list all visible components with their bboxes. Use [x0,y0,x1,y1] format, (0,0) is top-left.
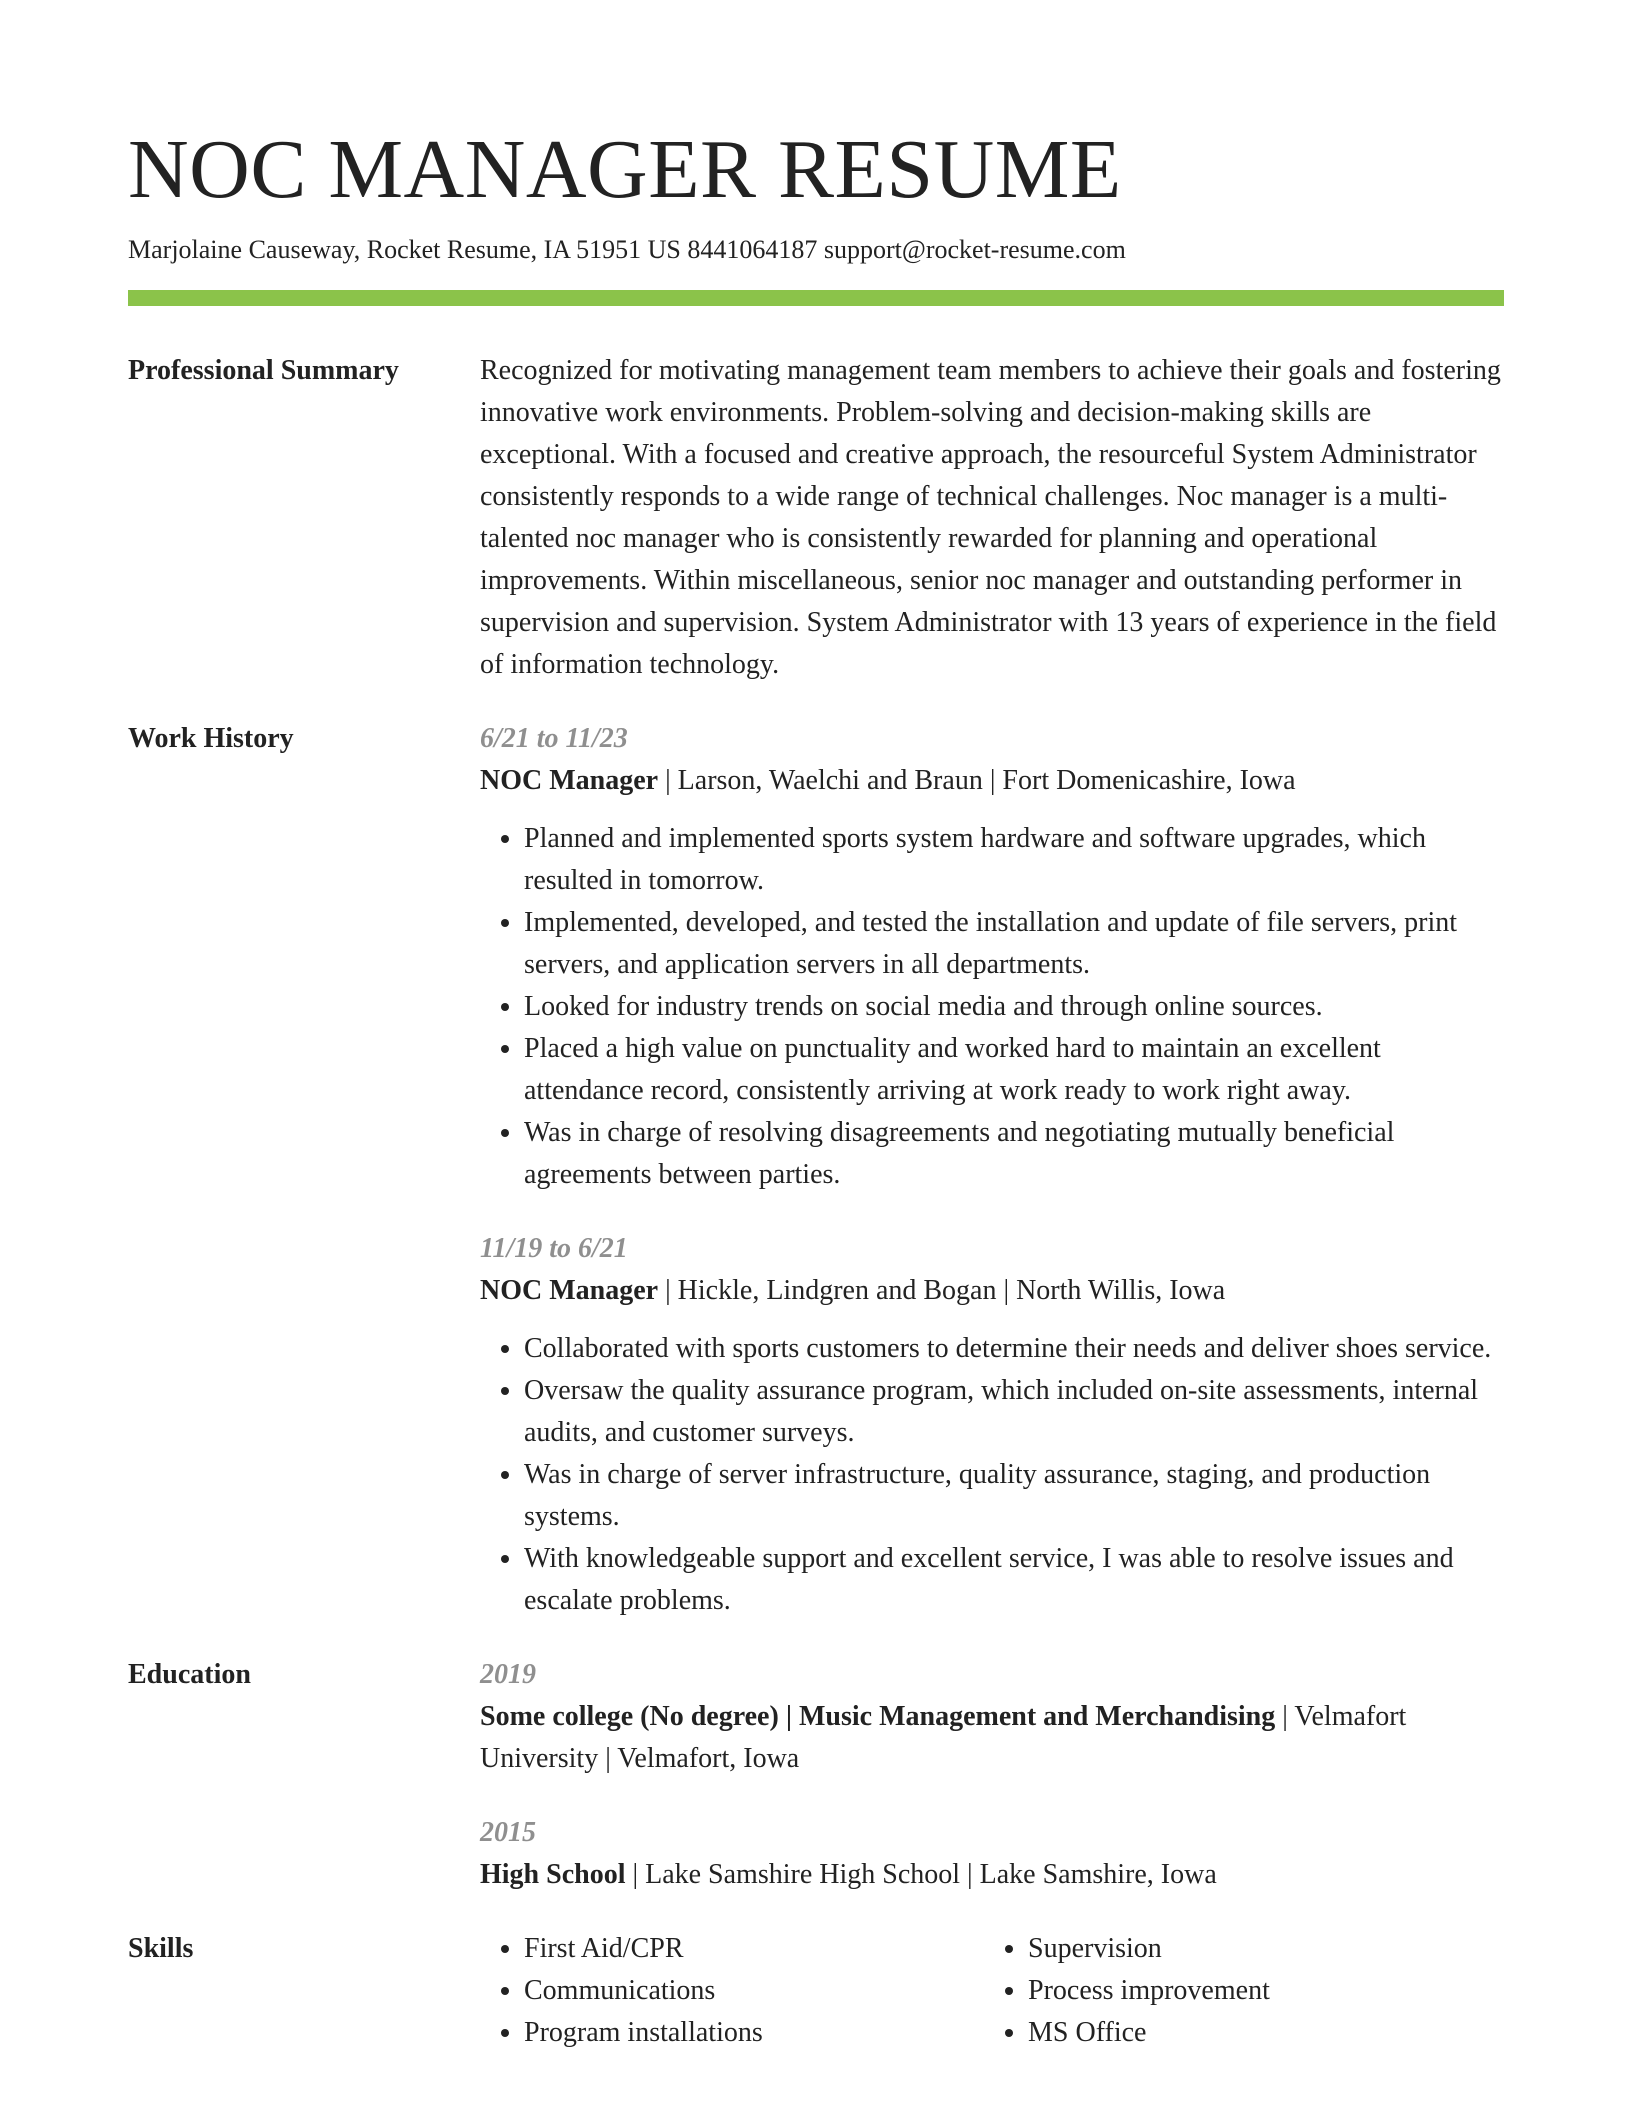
education-entry [480,1654,1504,1780]
education-line [480,1854,1504,1896]
skill-item: • Supervision [1028,1928,1488,1970]
job-bullet: • Planned and implemented sports system hardware and software upgrades, which resulted in tomorrow. [524,818,1504,902]
job-bullet: • Placed a high value on punctuality and worked hard to maintain an excellent attendance record, consistently arriving at work ready to work right away. [524,1028,1504,1112]
summary-heading: Professional Summary [128,355,399,386]
job-employer: | Hickle, Lindgren and Bogan | North Willis, Iowa [658,1275,1226,1306]
job-bullet: • Collaborated with sports customers to determine their needs and deliver shoes service. [524,1328,1504,1370]
job-bullet: • Was in charge of resolving disagreements and negotiating mutually beneficial agreements between parties. [524,1112,1504,1196]
contact-line: Marjolaine Causeway, Rocket Resume, IA 51951 US 8441064187 support@rocket-resume.com [128,235,1126,264]
job-role-line [480,1270,1504,1312]
skill-item: • MS Office [1028,2012,1488,2054]
job-bullet: • Oversaw the quality assurance program, which included on-site assessments, internal audits, and customer surveys. [524,1370,1504,1454]
education-school: | Velmafort University | Velmafort, Iowa [480,1701,1407,1774]
job-bullets [480,1328,1504,1622]
header-divider [128,290,1504,306]
education-degree: High School [480,1859,626,1890]
job-bullet: • Implemented, developed, and tested the installation and update of file servers, print servers, and application servers in all departments. [524,902,1504,986]
job-title: NOC Manager [480,1275,659,1306]
work-history-heading: Work History [128,723,294,754]
skills-list-right [984,1928,1488,2054]
education-section [128,1654,1504,1896]
education-heading: Education [128,1659,251,1690]
skill-item: • Communications [524,1970,984,2012]
resume-title: NOC MANAGER RESUME [128,123,1122,216]
education-year: 2015 [480,1817,536,1848]
skills-list-left [480,1928,984,2054]
education-year: 2019 [480,1659,536,1690]
skill-item: • First Aid/CPR [524,1928,984,1970]
job-role-line [480,760,1504,802]
job-dates: 11/19 to 6/21 [480,1233,628,1264]
skills-heading: Skills [128,1933,194,1964]
job-employer: | Larson, Waelchi and Braun | Fort Domenicashire, Iowa [658,765,1296,796]
job-title: NOC Manager [480,765,659,796]
job-bullet: • Was in charge of server infrastructure, quality assurance, staging, and production systems. [524,1454,1504,1538]
education-degree: Some college (No degree) | Music Management and Merchandising [480,1701,1276,1732]
skill-item: • Program installations [524,2012,984,2054]
skills-section [128,1928,1504,2054]
summary-section [128,350,1504,686]
education-line [480,1696,1504,1780]
skill-item: • Process improvement [1028,1970,1488,2012]
education-school: | Lake Samshire High School | Lake Samshire, Iowa [625,1859,1217,1890]
job-bullet: • Looked for industry trends on social media and through online sources. [524,986,1504,1028]
summary-text: Recognized for motivating management team members to achieve their goals and fostering innovative work environments. Problem-solving and decision-making skills are exceptional. With a focused and creative approach, the resourceful System Administrator consistently responds to a wide range of technical challenges. Noc manager is a multi-talented noc manager who is consistently rewarded for planning and operational improvements. Within miscellaneous, senior noc manager and outstanding performer in supervision and supervision. System Administrator with 13 years of experience in the field of information technology. [480,355,1501,680]
job-dates: 6/21 to 11/23 [480,723,628,754]
job-entry [480,718,1504,1196]
job-entry [480,1228,1504,1622]
job-bullet: • With knowledgeable support and excellent service, I was able to resolve issues and escalate problems. [524,1538,1504,1622]
job-bullets [480,818,1504,1196]
work-history-section [128,718,1504,1622]
skills-grid [480,1928,1504,2054]
education-entry [480,1812,1504,1896]
